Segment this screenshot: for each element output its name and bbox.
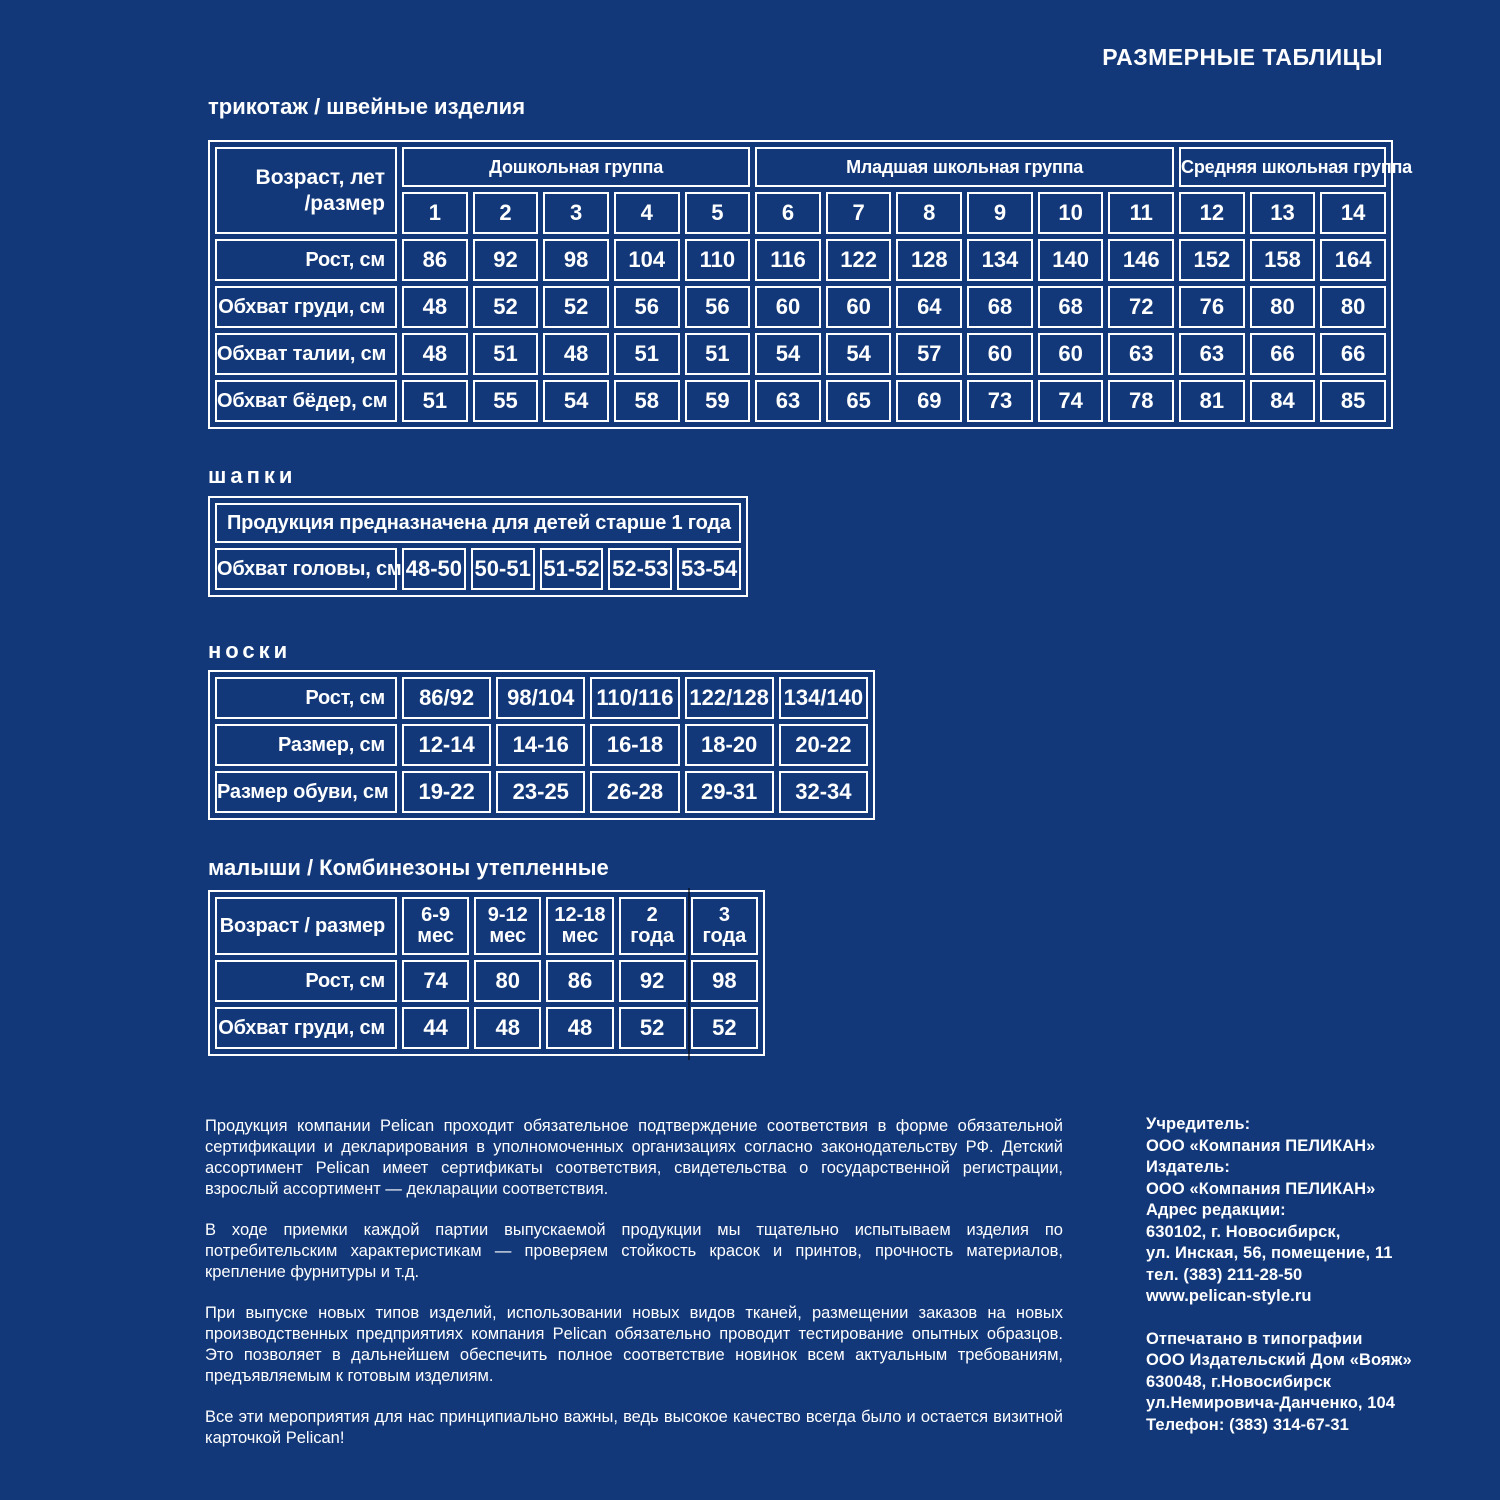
cell-value: 86/92 [402,677,491,719]
corner-header [215,147,397,234]
size-header-cell: 13 [1250,192,1316,234]
body-paragraph: При выпуске новых типов изделий, использовании новых видов тканей, размещении заказов на новых производственных предприятиях компания Pelican обязательно проводит тестирование опытных образцов. Это позволяет в дальнейшем обеспечить полное соответствие новинок всем актуальным требованиям, предъявляемым к готовым изделиям. [205,1304,1063,1385]
cell-value: 52 [691,1007,758,1049]
table-row [215,380,1386,422]
cell-value: 48 [402,286,468,328]
cell-value: 52 [473,286,539,328]
imprint [1146,1114,1436,1436]
cell-value: 98 [691,960,758,1002]
column-header-bottom: мес [417,925,454,947]
imprint-line: www.pelican-style.ru [1146,1287,1312,1305]
cell-value: 23-25 [496,771,585,813]
cell-value: 14-16 [496,724,585,766]
cell-value: 110/116 [590,677,679,719]
imprint-publisher [1146,1114,1436,1308]
cell-value: 80 [1250,286,1316,328]
cell-value: 48-50 [402,548,466,590]
hats-note: Продукция предназначена для детей старше 1 года [215,503,741,543]
table-row [215,1007,758,1049]
cell-value: 56 [614,286,680,328]
imprint-line: Адрес редакции: [1146,1201,1286,1219]
cell-value: 60 [755,286,821,328]
column-header-top: 2 [646,904,658,926]
cell-value: 74 [402,960,469,1002]
imprint-line: ул. Инская, 56, помещение, 11 [1146,1244,1393,1262]
cell-value: 74 [1038,380,1104,422]
imprint-line: 630048, г.Новосибирск [1146,1372,1332,1391]
cell-value: 158 [1250,239,1316,281]
size-header-cell: 7 [826,192,892,234]
cell-value: 52 [543,286,609,328]
cell-value: 80 [1320,286,1386,328]
imprint-line: ООО Издательский Дом «Вояж» [1146,1351,1412,1369]
group-header-cell: Младшая школьная группа [755,147,1174,187]
size-header-cell: 2 [473,192,539,234]
cell-value: 56 [685,286,751,328]
cell-value: 51 [614,333,680,375]
imprint-line: тел. (383) 211-28-50 [1146,1265,1303,1284]
cell-value: 20-22 [779,724,868,766]
body-paragraph: В ходе приемки каждой партии выпускаемой продукции мы тщательно испытываем изделия по потребительским характеристикам — проверяем стойкость красок и принтов, прочность материалов, крепление фурнитуры и т.д. [205,1221,1063,1281]
imprint-line: ул.Немировича-Данченко, 104 [1146,1394,1396,1412]
column-header-bottom: мес [561,925,599,947]
imprint-line: 630102, г. Новосибирск, [1146,1222,1341,1241]
imprint-line: Телефон: (383) 314-67-31 [1146,1415,1349,1434]
knitwear-size-table [208,140,1412,429]
cell-value: 152 [1179,239,1245,281]
hats-size-table [208,496,748,597]
cell-value: 78 [1108,380,1174,422]
cell-value: 52-53 [608,548,672,590]
cell-value: 60 [967,333,1033,375]
size-header-cell: 12 [1179,192,1245,234]
corner-header-line1: Возраст, лет [255,166,385,190]
cell-value: 63 [1179,333,1245,375]
cell-value: 134/140 [779,677,868,719]
cell-value: 122/128 [685,677,774,719]
size-header-cell: 3 [543,192,609,234]
row-label: Размер, см [215,724,397,766]
table-row [215,724,868,766]
cell-value: 16-18 [590,724,679,766]
row-label: Обхват бёдер, см [215,380,397,422]
body-paragraph: Продукция компании Pelican проходит обязательное подтверждение соответствия в форме обязательной сертификации и декларирования в уполномоченных организациях согласно законодательству РФ. Детский ассортимент Pelican имеет сертификаты соответствия, свидетельства о государственной регистрации, взрослый ассортимент — декларации соответствия. [205,1117,1063,1198]
size-header-cell: 1 [402,192,468,234]
cell-value: 50-51 [471,548,535,590]
cell-value: 55 [473,380,539,422]
cell-value: 54 [755,333,821,375]
size-header-cell: 9 [967,192,1033,234]
cell-value: 52 [619,1007,686,1049]
cell-value: 81 [1179,380,1245,422]
cell-value: 84 [1250,380,1316,422]
cell-value: 26-28 [590,771,679,813]
column-header-top: 3 [718,904,730,926]
cell-value: 128 [896,239,962,281]
cell-value: 164 [1320,239,1386,281]
size-header-cell: 14 [1320,192,1386,234]
cell-value: 19-22 [402,771,491,813]
column-header-cell [546,897,613,955]
cell-value: 48 [474,1007,541,1049]
table-row [215,960,758,1002]
cell-value: 66 [1250,333,1316,375]
cell-value: 51-52 [540,548,604,590]
table-row [215,239,1386,281]
column-header-bottom: года [630,925,675,947]
table-row [215,677,868,719]
cell-value: 60 [1038,333,1104,375]
cell-value: 51 [473,333,539,375]
cell-value: 68 [967,286,1033,328]
size-header-cell: 6 [755,192,821,234]
cell-value: 65 [826,380,892,422]
cell-value: 29-31 [685,771,774,813]
babies-size-table [208,890,765,1056]
hats-note-row [215,503,741,543]
body-paragraph: Все эти мероприятия для нас принципиально важны, ведь высокое качество всегда было и остается визитной карточкой Pelican! [205,1408,1063,1447]
imprint-printer [1146,1329,1436,1437]
cell-value: 48 [402,333,468,375]
cell-value: 60 [826,286,892,328]
size-header-cell: 5 [685,192,751,234]
row-label: Рост, см [215,960,397,1002]
cell-value: 146 [1108,239,1174,281]
cell-value: 64 [896,286,962,328]
section-heading-knitwear: трикотаж / швейные изделия [208,94,526,119]
table-row [215,771,868,813]
group-header-cell: Дошкольная группа [402,147,750,187]
cell-value: 18-20 [685,724,774,766]
cell-value: 63 [755,380,821,422]
cell-value: 116 [755,239,821,281]
cell-value: 48 [546,1007,613,1049]
row-label: Обхват груди, см [215,1007,397,1049]
cell-value: 73 [967,380,1033,422]
cell-value: 80 [474,960,541,1002]
cell-value: 44 [402,1007,469,1049]
cell-value: 92 [619,960,686,1002]
column-header-cell [402,897,469,955]
cell-value: 48 [543,333,609,375]
cell-value: 110 [685,239,751,281]
group-header-cell: Средняя школьная группа [1179,147,1386,187]
row-label: Рост, см [215,239,397,281]
row-label: Обхват талии, см [215,333,397,375]
cell-value: 104 [614,239,680,281]
babies-header-label: Возраст / размер [215,897,397,955]
cell-value: 92 [473,239,539,281]
group-header-row [215,147,1386,187]
row-label: Обхват головы, см [215,548,397,590]
size-header-cell: 8 [896,192,962,234]
column-header-top: 12-18 [554,904,606,926]
cell-value: 54 [543,380,609,422]
cell-value: 68 [1038,286,1104,328]
cell-value: 85 [1320,380,1386,422]
row-label: Обхват груди, см [215,286,397,328]
column-header-bottom: мес [489,925,527,947]
row-label: Рост, см [215,677,397,719]
cell-value: 57 [896,333,962,375]
imprint-line: Издатель: [1146,1158,1230,1176]
fold-line [688,888,690,1060]
column-header-bottom: года [702,925,747,947]
cell-value: 69 [896,380,962,422]
cell-value: 51 [402,380,468,422]
cell-value: 98/104 [496,677,585,719]
size-header-cell: 10 [1038,192,1104,234]
cell-value: 98 [543,239,609,281]
section-heading-socks: носки [208,638,292,663]
cell-value: 66 [1320,333,1386,375]
imprint-line: Учредитель: [1146,1115,1251,1133]
column-header-cell [619,897,686,955]
size-header-cell: 4 [614,192,680,234]
cell-value: 53-54 [677,548,741,590]
cell-value: 58 [614,380,680,422]
cell-value: 32-34 [779,771,868,813]
section-heading-hats: шапки [208,463,297,488]
cell-value: 63 [1108,333,1174,375]
table-row [215,548,741,590]
table-row [215,286,1386,328]
page-title: РАЗМЕРНЫЕ ТАБЛИЦЫ [1102,44,1383,70]
certification-text [205,1116,1063,1469]
size-header-cell: 11 [1108,192,1174,234]
row-label: Размер обуви, см [215,771,397,813]
cell-value: 59 [685,380,751,422]
cell-value: 76 [1179,286,1245,328]
column-header-top: 9-12 [487,904,528,926]
cell-value: 122 [826,239,892,281]
imprint-line: ООО «Компания ПЕЛИКАН» [1146,1136,1376,1155]
cell-value: 12-14 [402,724,491,766]
table-row [215,333,1386,375]
socks-size-table [208,670,875,820]
column-header-top: 6-9 [421,904,451,926]
section-heading-babies: малыши / Комбинезоны утепленные [208,855,609,880]
babies-header-row [215,897,758,955]
imprint-line: ООО «Компания ПЕЛИКАН» [1146,1179,1376,1198]
corner-header-line2: /размер [304,191,385,215]
cell-value: 72 [1108,286,1174,328]
cell-value: 86 [402,239,468,281]
column-header-cell [691,897,758,955]
column-header-cell [474,897,541,955]
cell-value: 51 [685,333,751,375]
cell-value: 54 [826,333,892,375]
cell-value: 134 [967,239,1033,281]
cell-value: 86 [546,960,613,1002]
imprint-line: Отпечатано в типографии [1146,1329,1363,1348]
cell-value: 140 [1038,239,1104,281]
